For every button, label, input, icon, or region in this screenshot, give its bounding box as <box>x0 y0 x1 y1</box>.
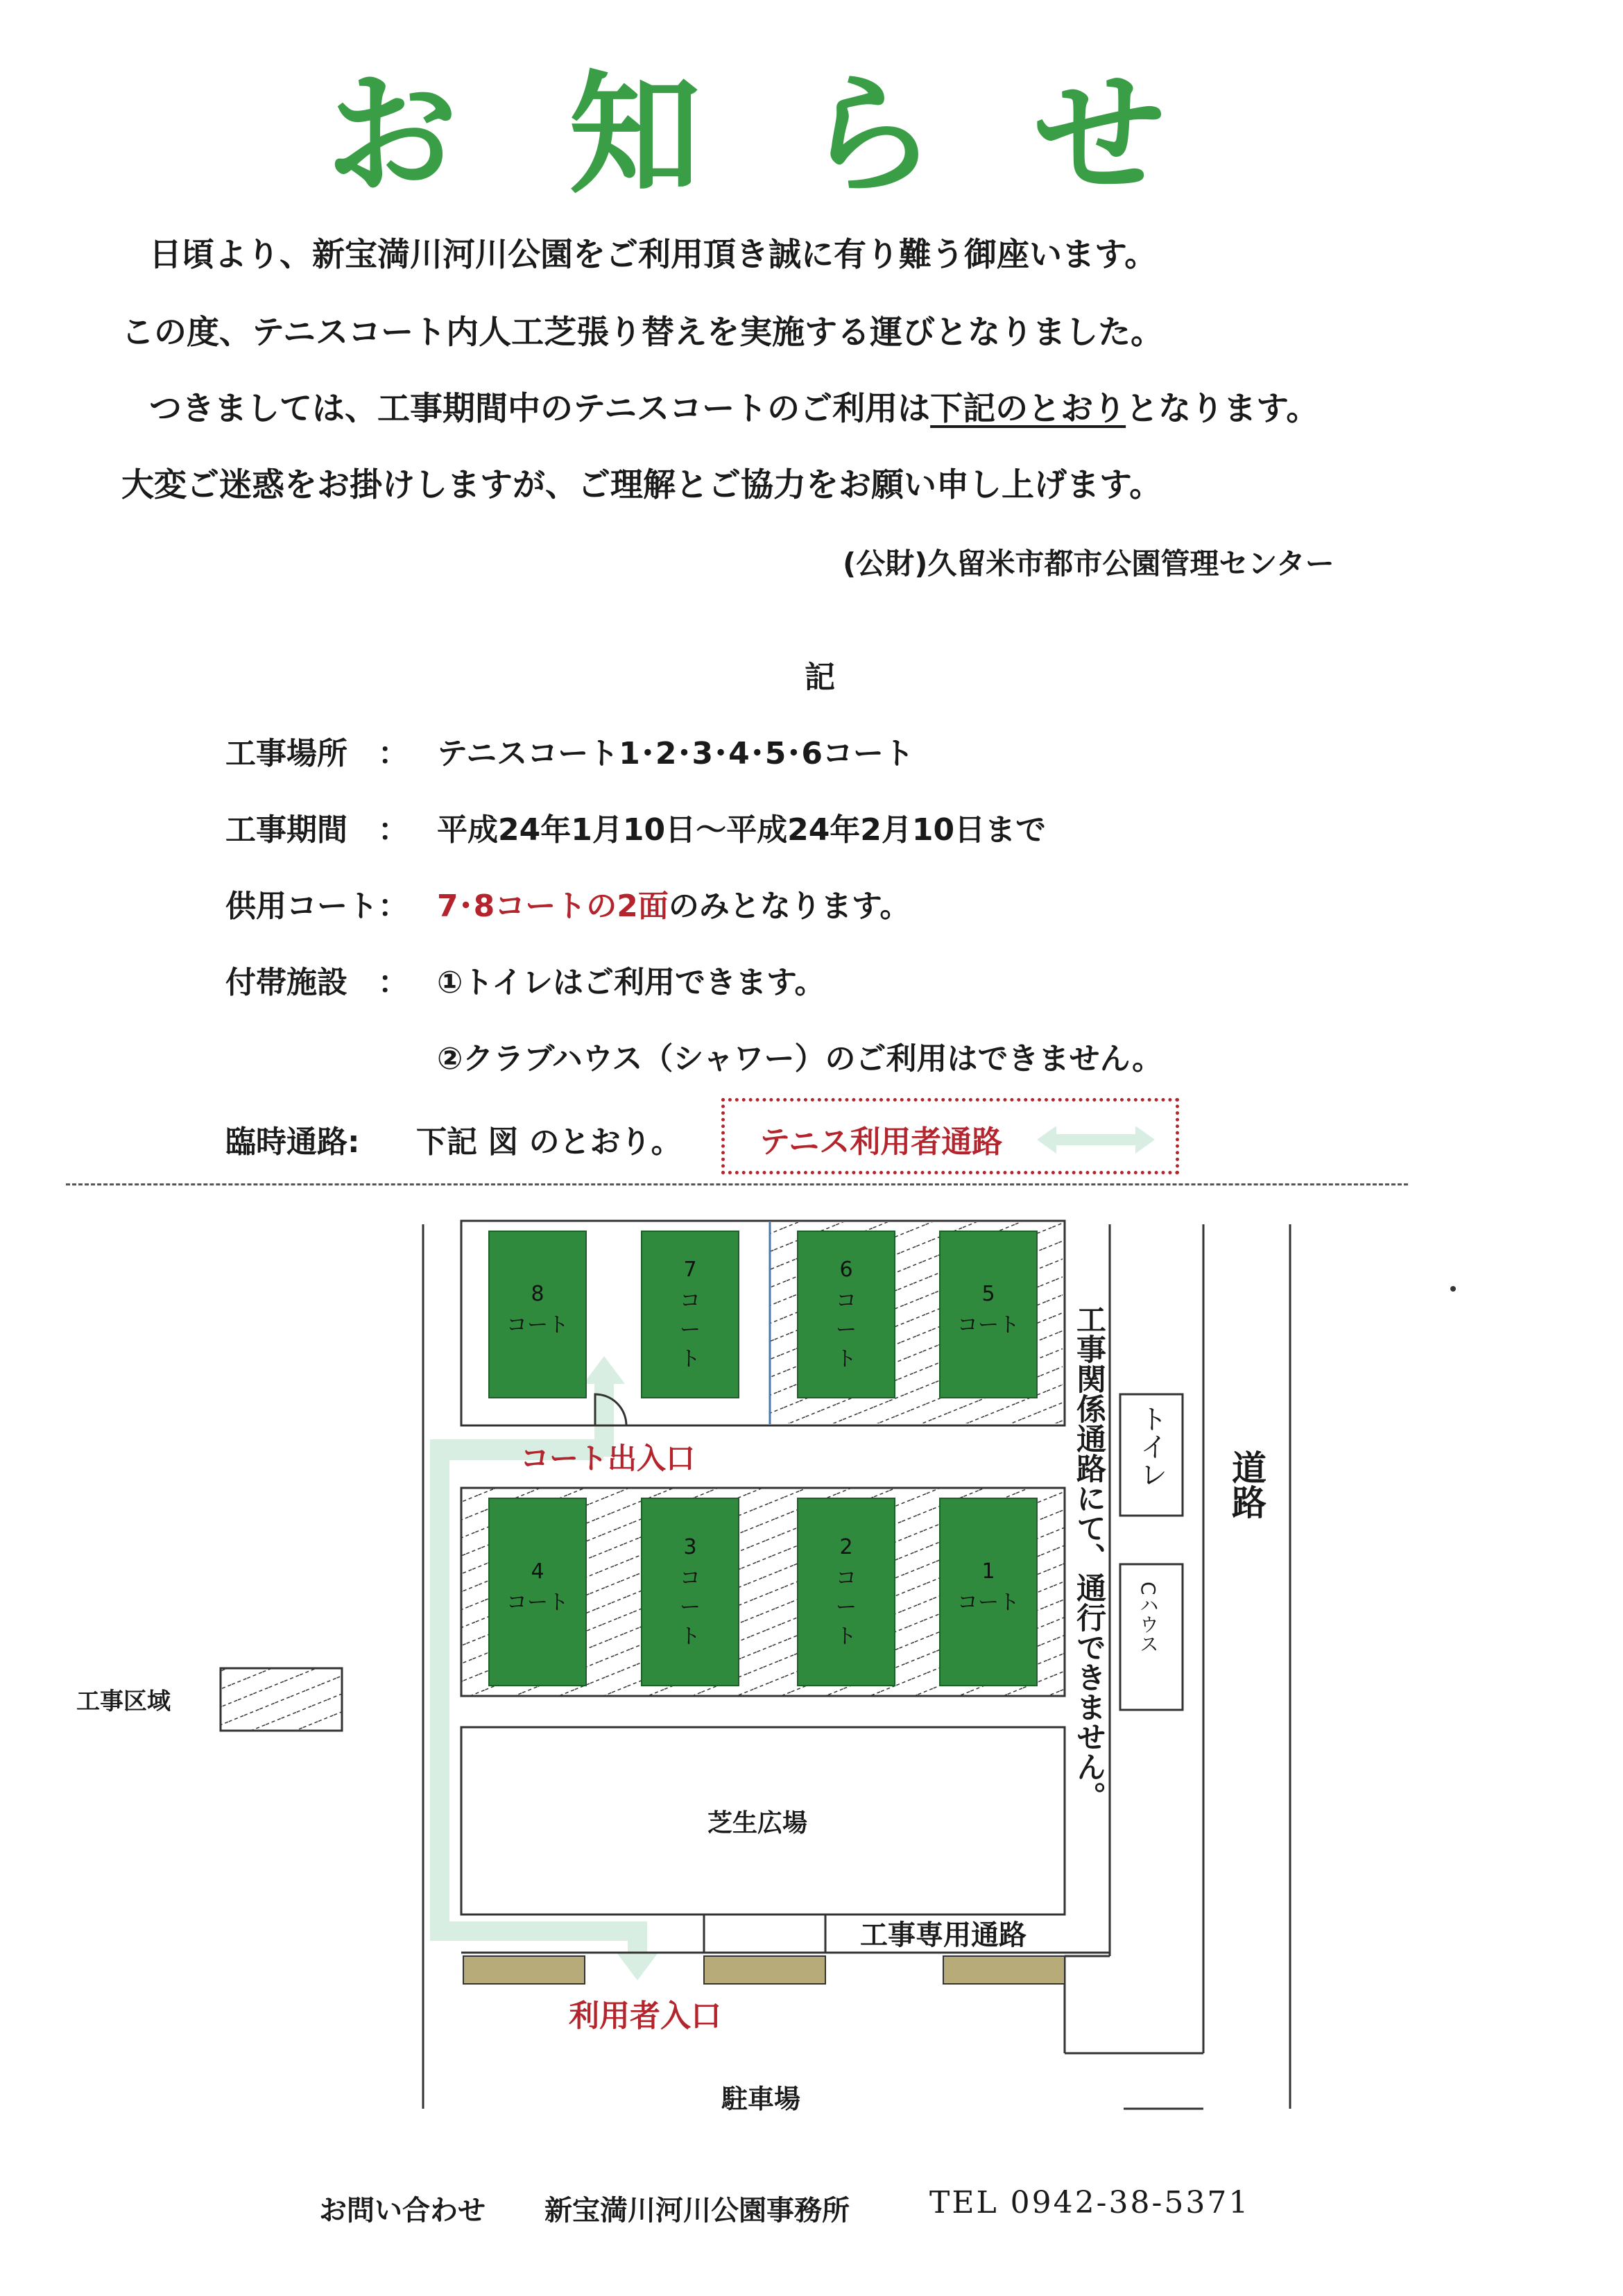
court-3-label: コート <box>680 1566 701 1649</box>
period-label: 工事期間 <box>225 812 347 848</box>
court-8-number: 8 <box>531 1282 544 1306</box>
facilities-label: 付帯施設 <box>225 965 347 1000</box>
courts-value-rest: のみとなります。 <box>668 889 911 924</box>
court-2-number: 2 <box>839 1535 853 1559</box>
construction-route-label: 工事関係通路にて、通行できません。 <box>1072 1304 1106 1811</box>
court-2-label: コート <box>836 1566 857 1649</box>
paragraph-3-underlined: 下記のとおり <box>930 390 1126 428</box>
courts-colon: ： <box>378 889 409 924</box>
gates <box>463 1956 1065 1984</box>
stray-dot <box>1450 1286 1456 1292</box>
court-6-label: コート <box>836 1289 857 1371</box>
club-house-label: Cハウス <box>1137 1582 1160 1654</box>
user-path-legend-text: テニス利用者通路 <box>759 1124 1003 1160</box>
courts-value <box>437 881 910 925</box>
construction-area-label: 工事区域 <box>76 1688 171 1715</box>
parking-label: 駐車場 <box>721 2084 801 2114</box>
park-map <box>0 1214 1623 2143</box>
court-3-number: 3 <box>683 1535 697 1559</box>
lawn-label: 芝生広場 <box>707 1809 808 1837</box>
notice-title <box>0 58 1623 212</box>
construction-only-road-label: 工事専用通路 <box>860 1919 1027 1951</box>
period-value: 平成24年1月10日～平成24年2月10日まで <box>437 812 1047 848</box>
footer-inquiry: お問い合わせ <box>319 2195 486 2227</box>
user-path-legend <box>721 1098 1179 1174</box>
user-entrance-label: 利用者入口 <box>569 1998 721 2034</box>
passage-label: 臨時通路: <box>225 1124 360 1160</box>
passage-value: 下記 図 のとおり。 <box>416 1124 682 1160</box>
site-value: テニスコート1･2･3･4･5･6コート <box>437 736 914 771</box>
title-char-2: 知 <box>569 58 701 212</box>
title-char-3: ら <box>805 58 937 212</box>
facilities-colon: ： <box>378 965 409 1000</box>
court-4-label: コート <box>506 1591 569 1615</box>
court-5-label: コート <box>957 1313 1020 1337</box>
court-1-label: コート <box>957 1591 1020 1615</box>
paragraph-3-text: つきましては、工事期間中のテニスコートのご利用は <box>149 390 931 428</box>
footer-tel: TEL 0942-38-5371 <box>929 2185 1251 2220</box>
facility-1: ①トイレはご利用できます。 <box>437 965 825 1000</box>
court-1-number: 1 <box>981 1559 995 1584</box>
site-label: 工事場所 <box>225 736 347 771</box>
road-label: 道路 <box>1226 1450 1266 1519</box>
court-6 <box>798 1231 895 1398</box>
paragraph-2: この度、テニスコート内人工芝張り替えを実施する運びとなりました。 <box>121 314 1164 352</box>
court-7 <box>642 1231 739 1398</box>
court-7-number: 7 <box>683 1258 697 1282</box>
period-colon: ： <box>378 812 409 848</box>
court-6-number: 6 <box>839 1258 853 1282</box>
site-colon: ： <box>378 736 409 771</box>
court-8-label: コート <box>506 1313 569 1337</box>
paragraph-4: 大変ご迷惑をお掛けしますが、ご理解とご協力をお願い申し上げます。 <box>121 466 1162 504</box>
paragraph-1: 日頃より、新宝満川河川公園をご利用頂き誠に有り難う御座います。 <box>149 236 1158 274</box>
courts-value-highlight: 7･8コートの2面 <box>437 889 669 924</box>
section-divider <box>66 1183 1408 1185</box>
toilet-label: トイレ <box>1135 1405 1167 1488</box>
court-4-number: 4 <box>531 1559 544 1584</box>
signature: (公財)久留米市都市公園管理センター <box>843 547 1334 581</box>
court-2 <box>798 1498 895 1686</box>
paragraph-3-end: となります。 <box>1126 390 1319 428</box>
court-7-label: コート <box>680 1289 701 1371</box>
courts-label: 供用コート <box>225 889 378 924</box>
title-char-1: お <box>326 58 458 212</box>
court-entrance-label: コート出入口 <box>520 1441 696 1475</box>
title-char-4: せ <box>1033 58 1166 212</box>
court-3 <box>642 1498 739 1686</box>
footer-office: 新宝満川河川公園事務所 <box>544 2195 850 2227</box>
double-arrow-icon <box>1037 1122 1155 1157</box>
ki-heading: 記 <box>805 660 835 695</box>
paragraph-3 <box>149 388 1319 430</box>
court-5-number: 5 <box>981 1282 995 1306</box>
construction-area-legend-box <box>221 1668 342 1731</box>
facility-2: ②クラブハウス（シャワー）のご利用はできません。 <box>437 1041 1163 1077</box>
